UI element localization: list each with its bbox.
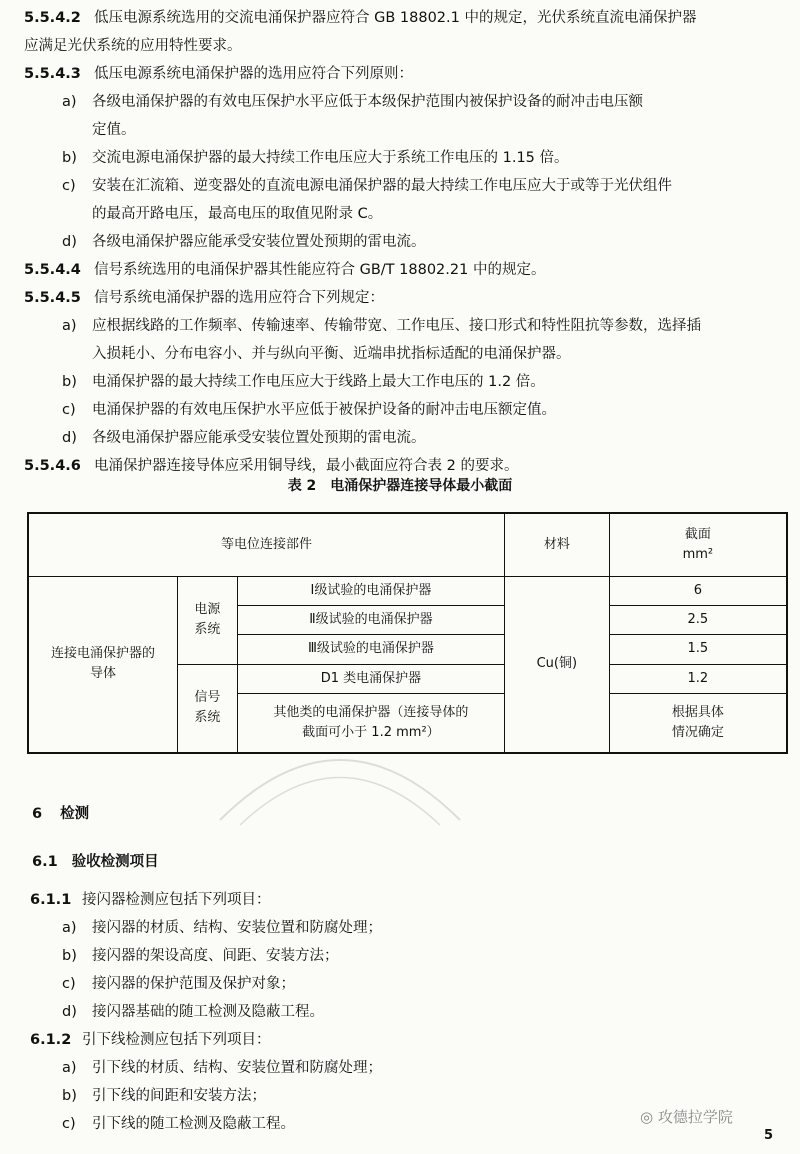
list-item — [62, 368, 776, 396]
clause-number: 5.5.4.6 — [24, 458, 81, 474]
list-text: 交流电源电涌保护器的最大持续工作电压应大于系统工作电压的 1.15 倍。 — [92, 150, 569, 166]
part-cell: Ⅰ级试验的电涌保护器 — [237, 576, 504, 605]
table-header-row — [28, 513, 787, 576]
clause-number: 5.5.4.2 — [24, 10, 81, 26]
header-parts: 等电位连接部件 — [28, 513, 504, 576]
list-label: d) — [62, 430, 77, 446]
list-label: a) — [62, 94, 77, 110]
section-title: 验收检测项目 — [71, 854, 159, 870]
part-cell: Ⅲ级试验的电涌保护器 — [237, 634, 504, 664]
list-item — [62, 144, 776, 172]
power-system-cell: 电源系统 — [177, 576, 237, 664]
list-text: 接闪器的材质、结构、安装位置和防腐处理； — [92, 920, 382, 936]
list-text: 接闪器的架设高度、间距、安装方法； — [92, 948, 339, 964]
clause-6-1-1 — [30, 886, 776, 914]
list-text: 电涌保护器的有效电压保护水平应低于被保护设备的耐冲击电压额定值。 — [92, 402, 556, 418]
clause-5-5-4-4 — [24, 256, 776, 284]
wechat-icon: ◎ — [640, 1108, 654, 1126]
clause-continuation: 应满足光伏系统的应用特性要求。 — [24, 38, 242, 54]
list-label: d) — [62, 1004, 77, 1020]
list-item — [62, 228, 776, 256]
list-item — [62, 424, 776, 452]
clause-text: 低压电源系统选用的交流电涌保护器应符合 GB 18802.1 中的规定，光伏系统直流电涌保护器 — [94, 10, 697, 26]
header-section-unit: mm² — [682, 546, 714, 562]
value-cell: 6 — [609, 576, 787, 605]
section-number: 6 — [32, 806, 43, 822]
clause-text: 引下线检测应包括下列项目： — [82, 1032, 271, 1048]
list-item — [62, 396, 776, 424]
list-label: a) — [62, 920, 77, 936]
clause-5-5-4-2 — [24, 4, 776, 60]
group-cell: 连接电涌保护器的导体 — [28, 576, 177, 753]
header-section-label: 截面 — [684, 526, 711, 542]
list-item — [62, 312, 776, 368]
stamp-mark — [210, 720, 470, 830]
clause-number: 5.5.4.4 — [24, 262, 81, 278]
list-label: b) — [62, 374, 77, 390]
list-text: 接闪器的保护范围及保护对象； — [92, 976, 295, 992]
clause-text: 低压电源系统电涌保护器的选用应符合下列原则： — [94, 66, 413, 82]
list-item — [62, 998, 776, 1026]
watermark — [640, 1106, 733, 1127]
page-number: 5 — [764, 1128, 774, 1143]
list-text-continuation: 入损耗小、分布电容小、并与纵向平衡、近端串扰指标适配的电涌保护器。 — [92, 346, 571, 362]
watermark-text: 攻德拉学院 — [657, 1108, 733, 1126]
list-item — [62, 1054, 776, 1082]
list-label: a) — [62, 1060, 77, 1076]
clause-number: 5.5.4.5 — [24, 290, 81, 306]
section-6-heading — [32, 800, 89, 828]
value-cell: 1.2 — [609, 664, 787, 693]
clause-number: 6.1.2 — [30, 1032, 72, 1048]
clause-text: 接闪器检测应包括下列项目： — [82, 892, 271, 908]
list-text: 引下线的材质、结构、安装位置和防腐处理； — [92, 1060, 382, 1076]
part-cell: 其他类的电涌保护器（连接导体的截面可小于 1.2 mm²） — [237, 693, 504, 753]
list-label: c) — [62, 178, 76, 194]
value-cell: 根据具体情况确定 — [609, 693, 787, 753]
clause-text: 电涌保护器连接导体应采用铜导线，最小截面应符合表 2 的要求。 — [94, 458, 519, 474]
list-item — [62, 914, 776, 942]
material-cell: Cu(铜) — [504, 576, 609, 753]
list-text-continuation: 的最高开路电压，最高电压的取值见附录 C。 — [92, 206, 383, 222]
clause-text: 信号系统选用的电涌保护器其性能应符合 GB/T 18802.21 中的规定。 — [94, 262, 546, 278]
list-text: 引下线的随工检测及隐蔽工程。 — [92, 1116, 295, 1132]
list-text: 接闪器基础的随工检测及隐蔽工程。 — [92, 1004, 324, 1020]
list-label: a) — [62, 318, 77, 334]
list-item — [62, 970, 776, 998]
list-text: 各级电涌保护器的有效电压保护水平应低于本级保护范围内被保护设备的耐冲击电压额 — [92, 94, 643, 110]
clause-5-5-4-3 — [24, 60, 776, 88]
list-text: 引下线的间距和安装方法； — [92, 1088, 266, 1104]
table-caption: 表 2 电涌保护器连接导体最小截面 — [287, 478, 513, 494]
list-text: 电涌保护器的最大持续工作电压应大于线路上最大工作电压的 1.2 倍。 — [92, 374, 545, 390]
list-text: 安装在汇流箱、逆变器处的直流电源电涌保护器的最大持续工作电压应大于或等于光伏组件 — [92, 178, 672, 194]
signal-system-cell: 信号系统 — [177, 664, 237, 753]
clause-text: 信号系统电涌保护器的选用应符合下列规定： — [94, 290, 384, 306]
clause-number: 5.5.4.3 — [24, 66, 81, 82]
header-material: 材料 — [504, 513, 609, 576]
list-label: c) — [62, 976, 76, 992]
list-item — [62, 172, 776, 228]
table-row — [28, 576, 787, 605]
clause-6-1-2 — [30, 1026, 776, 1054]
list-label: d) — [62, 234, 77, 250]
list-item — [62, 942, 776, 970]
list-text: 各级电涌保护器应能承受安装位置处预期的雷电流。 — [92, 234, 426, 250]
list-label: b) — [62, 150, 77, 166]
section-number: 6.1 — [32, 854, 58, 870]
list-label: b) — [62, 1088, 77, 1104]
list-text-continuation: 定值。 — [92, 122, 136, 138]
list-text: 应根据线路的工作频率、传输速率、传输带宽、工作电压、接口形式和特性阻抗等参数，选择插 — [92, 318, 701, 334]
header-section — [609, 513, 787, 576]
list-label: c) — [62, 1116, 76, 1132]
part-cell: Ⅱ级试验的电涌保护器 — [237, 605, 504, 634]
list-text: 各级电涌保护器应能承受安装位置处预期的雷电流。 — [92, 430, 426, 446]
list-label: b) — [62, 948, 77, 964]
list-item — [62, 88, 776, 144]
clause-number: 6.1.1 — [30, 892, 72, 908]
table-2 — [27, 512, 788, 754]
part-cell: D1 类电涌保护器 — [237, 664, 504, 693]
section-title: 检测 — [60, 806, 90, 822]
section-6-1-heading — [32, 848, 159, 876]
list-label: c) — [62, 402, 76, 418]
value-cell: 2.5 — [609, 605, 787, 634]
value-cell: 1.5 — [609, 634, 787, 664]
clause-5-5-4-5 — [24, 284, 776, 312]
